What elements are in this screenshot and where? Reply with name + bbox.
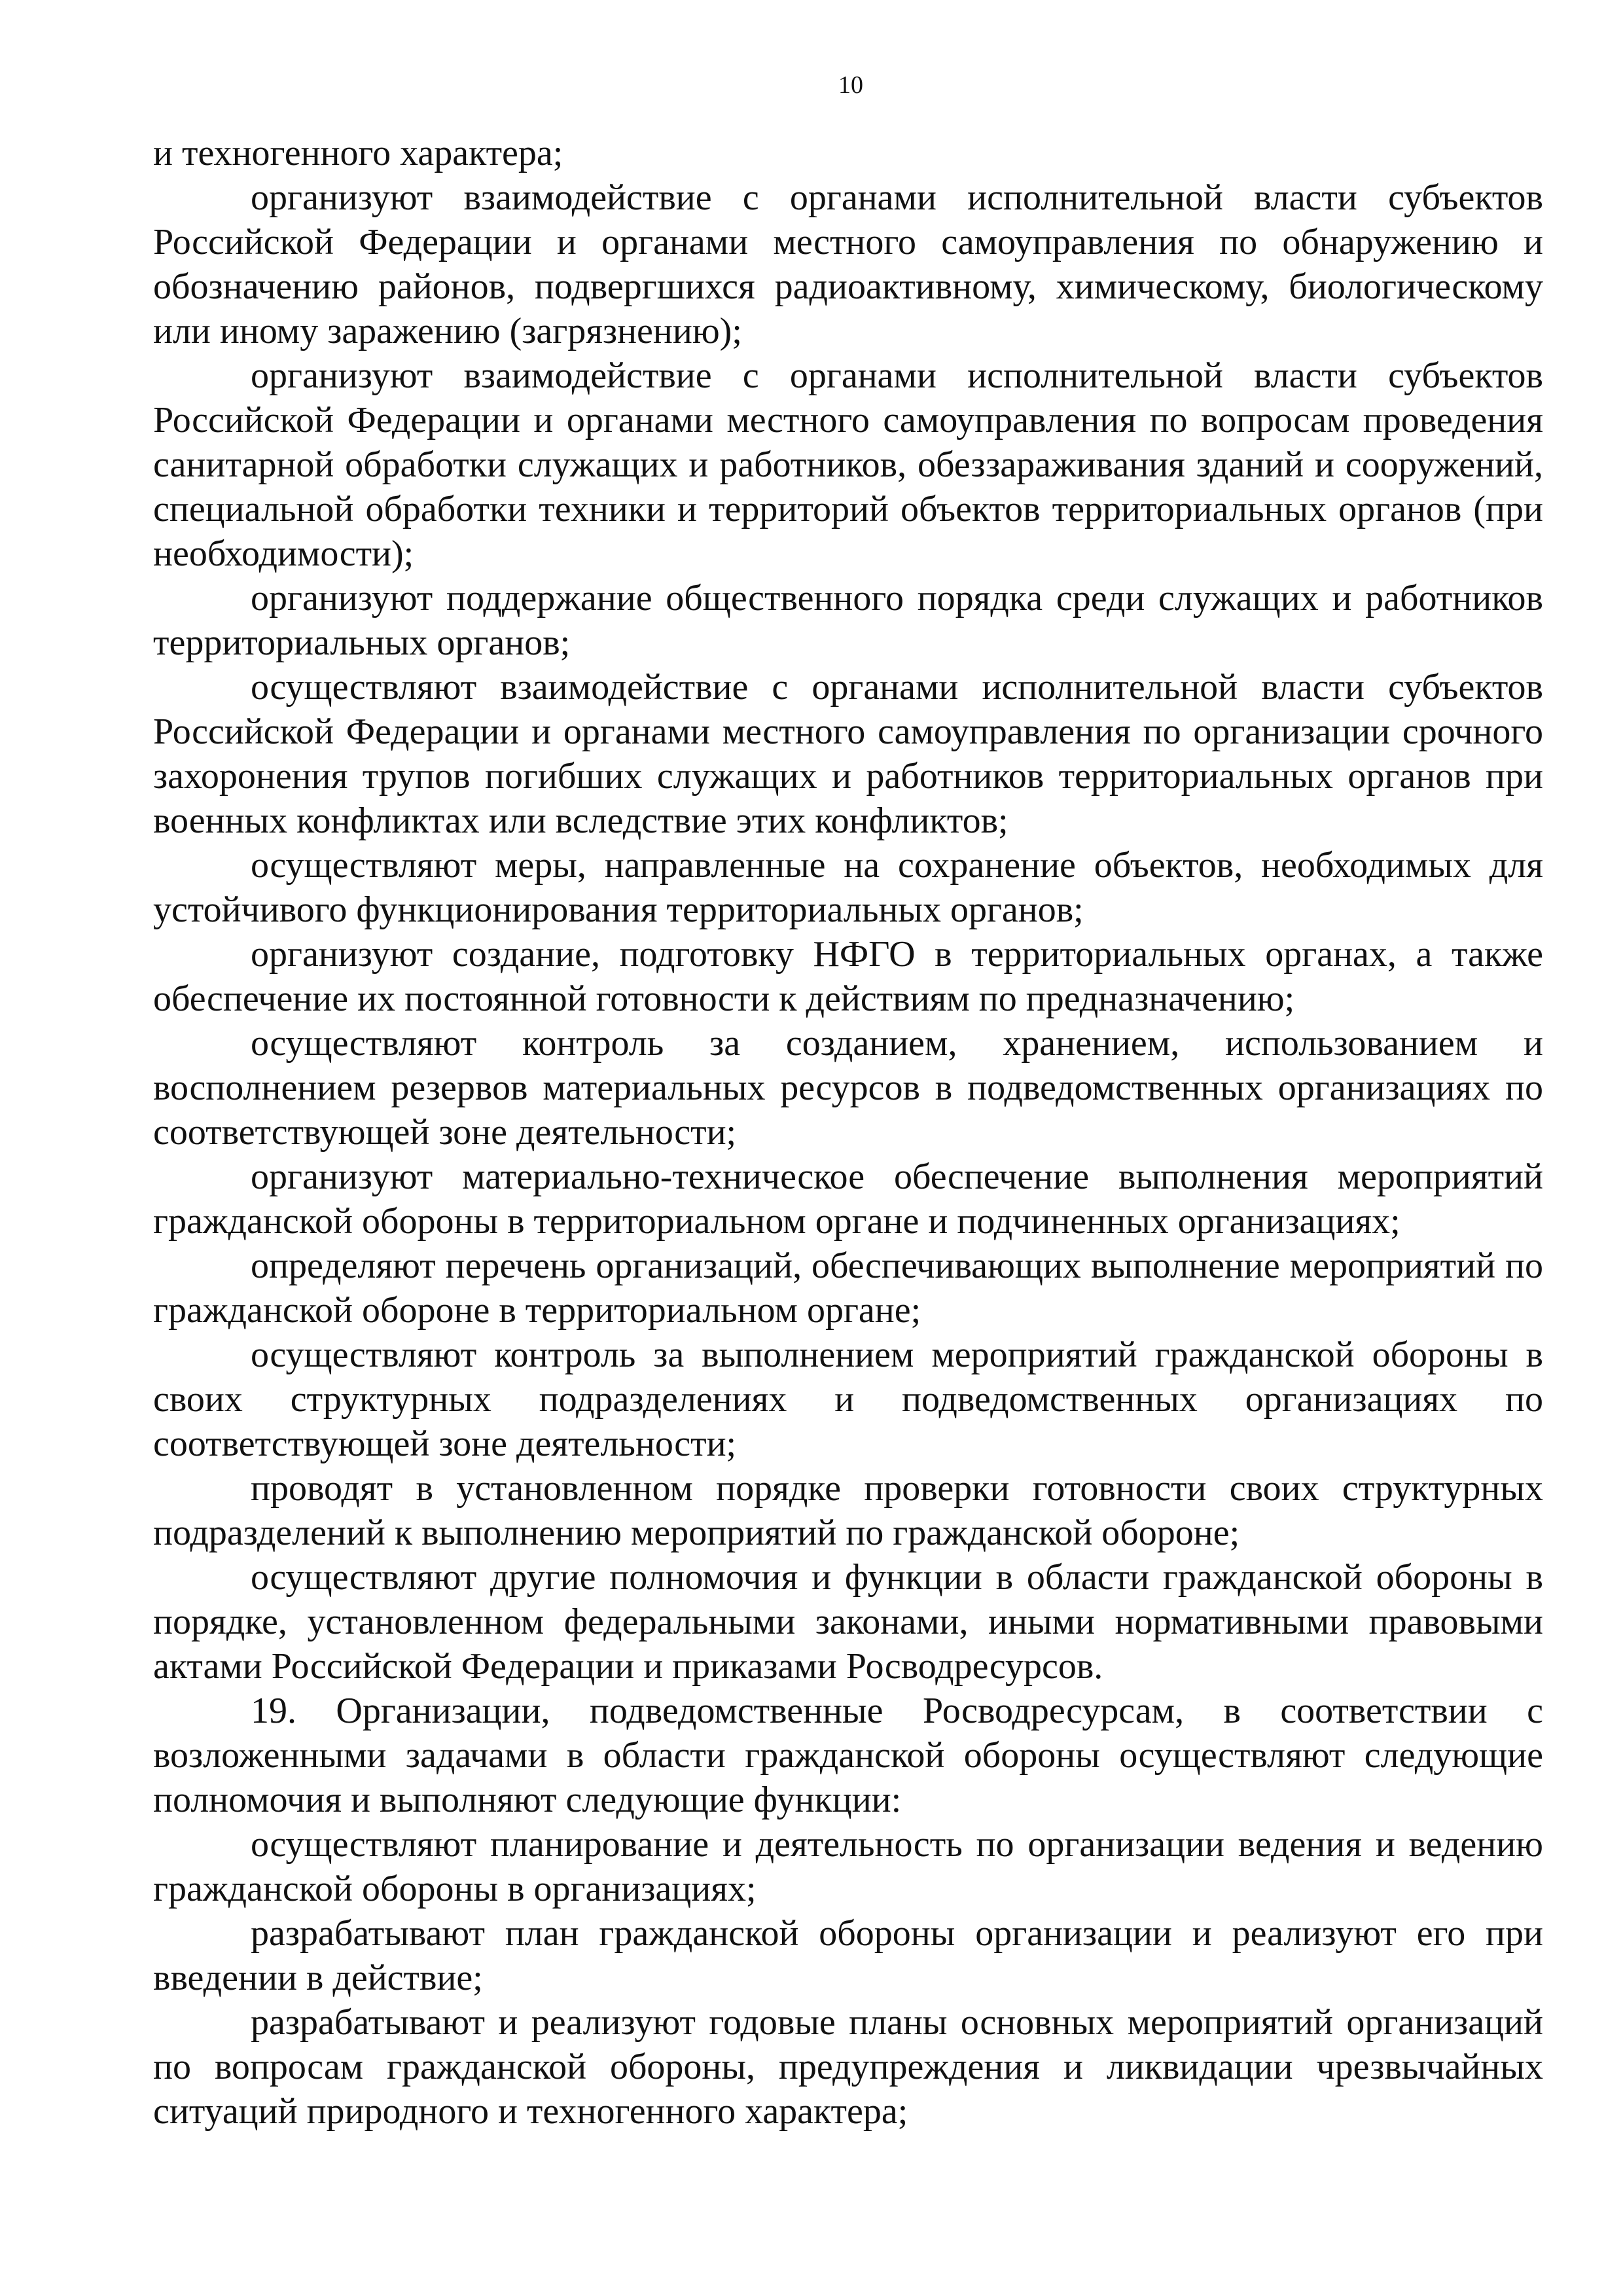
paragraph: осуществляют контроль за созданием, хранением, использованием и восполнением резервов материальных ресурсов в подведомственных организациях по соответствующей зоне деятельности; bbox=[153, 1023, 1543, 1153]
paragraph: организуют взаимодействие с органами исполнительной власти субъектов Российской Федерации и органами местного самоуправления по обнаружению и обозначению районов, подвергшихся радиоактивному, химическому, биологическому или иному заражению (загрязнению); bbox=[153, 177, 1543, 351]
section-paragraph: 19. Организации, подведомственные Росводресурсам, в соответствии с возложенными задачами в области гражданской обороны осуществляют следующие полномочия и выполняют следующие функции: bbox=[153, 1691, 1543, 1820]
paragraph: организуют поддержание общественного порядка среди служащих и работников территориальных органов; bbox=[153, 578, 1543, 663]
paragraph: организуют материально-техническое обеспечение выполнения мероприятий гражданской обороны в территориальном органе и подчиненных организациях; bbox=[153, 1157, 1543, 1242]
paragraph: осуществляют другие полномочия и функции в области гражданской обороны в порядке, установленном федеральными законами, иными нормативными правовыми актами Российской Федерации и приказами Росводресурсов. bbox=[153, 1557, 1543, 1687]
paragraph: и техногенного характера; bbox=[153, 133, 563, 173]
page-number: 10 bbox=[838, 71, 863, 99]
paragraph: организуют создание, подготовку НФГО в территориальных органах, а также обеспечение их постоянной готовности к действиям по предназначению; bbox=[153, 934, 1543, 1019]
paragraph: осуществляют взаимодействие с органами исполнительной власти субъектов Российской Федерации и органами местного самоуправления по организации срочного захоронения трупов погибших служащих и работников территориальных органов при военных конфликтах или вследствие этих конфликтов; bbox=[153, 667, 1543, 841]
paragraph: осуществляют планирование и деятельность по организации ведения и ведению гражданской обороны в организациях; bbox=[153, 1824, 1543, 1909]
document-body bbox=[153, 131, 1543, 2134]
paragraph: организуют взаимодействие с органами исполнительной власти субъектов Российской Федерации и органами местного самоуправления по вопросам проведения санитарной обработки служащих и работников, обеззараживания зданий и сооружений, специальной обработки техники и территорий объектов территориальных органов (при необходимости); bbox=[153, 355, 1543, 574]
paragraph: определяют перечень организаций, обеспечивающих выполнение мероприятий по гражданской обороне в территориальном органе; bbox=[153, 1246, 1543, 1331]
paragraph: осуществляют контроль за выполнением мероприятий гражданской обороны в своих структурных подразделениях и подведомственных организациях по соответствующей зоне деятельности; bbox=[153, 1335, 1543, 1464]
paragraph: проводят в установленном порядке проверки готовности своих структурных подразделений к выполнению мероприятий по гражданской обороне; bbox=[153, 1468, 1543, 1553]
paragraph: разрабатывают и реализуют годовые планы основных мероприятий организаций по вопросам гражданской обороны, предупреждения и ликвидации чрезвычайных ситуаций природного и техногенного характера; bbox=[153, 2002, 1543, 2132]
paragraph: разрабатывают план гражданской обороны организации и реализуют его при введении в действие; bbox=[153, 1913, 1543, 1998]
paragraph: осуществляют меры, направленные на сохранение объектов, необходимых для устойчивого функционирования территориальных органов; bbox=[153, 845, 1543, 930]
